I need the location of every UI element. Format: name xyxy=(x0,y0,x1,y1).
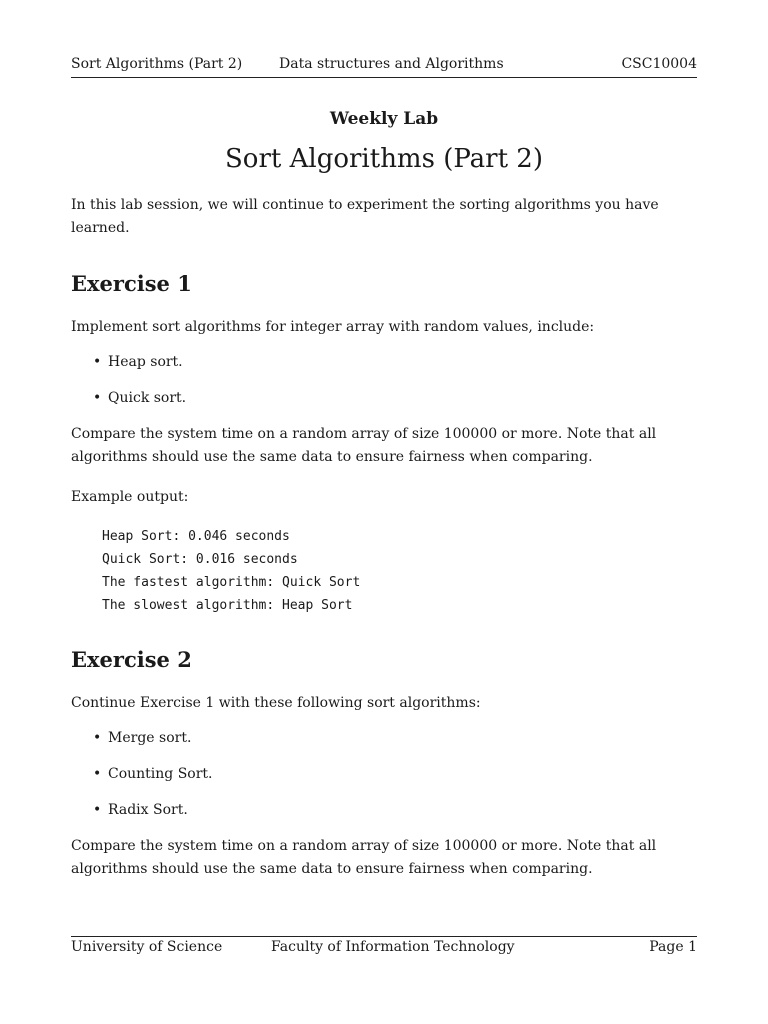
example-output-code xyxy=(102,525,697,617)
code-line: The fastest algorithm: Quick Sort xyxy=(102,575,361,590)
list-item-text: Quick sort. xyxy=(108,390,187,406)
code-line: Quick Sort: 0.016 seconds xyxy=(102,552,298,567)
exercise-1-heading: Exercise 1 xyxy=(71,271,192,296)
document-title: Sort Algorithms (Part 2) xyxy=(225,144,543,174)
exercise-2-description: Continue Exercise 1 with these following sort algorithms: xyxy=(71,695,481,711)
footer-university: University of Science xyxy=(71,939,223,955)
list-item-text: Counting Sort. xyxy=(108,766,213,782)
exercise-2-list xyxy=(71,727,697,822)
bullet-icon: • xyxy=(93,802,102,818)
exercise-2-heading: Exercise 2 xyxy=(71,647,192,672)
bullet-icon: • xyxy=(93,730,102,746)
exercise-1-comparison: Compare the system time on a random array of size 100000 or more. Note that all algorithms should use the same data to ensure fairness when comparing. xyxy=(71,426,657,465)
document-body xyxy=(71,104,697,881)
footer-page-number: Page 1 xyxy=(649,939,697,955)
header-course-topic: Sort Algorithms (Part 2) xyxy=(71,56,243,72)
list-item xyxy=(71,351,697,374)
code-line: The slowest algorithm: Heap Sort xyxy=(102,598,353,613)
list-item-text: Radix Sort. xyxy=(108,802,188,818)
list-item xyxy=(71,763,697,786)
code-line: Heap Sort: 0.046 seconds xyxy=(102,529,290,544)
header-divider xyxy=(71,77,697,78)
example-output-label: Example output: xyxy=(71,489,189,505)
header-course-name: Data structures and Algorithms xyxy=(279,56,504,72)
bullet-icon: • xyxy=(93,766,102,782)
exercise-2-comparison: Compare the system time on a random array of size 100000 or more. Note that all algorithms should use the same data to ensure fairness when comparing. xyxy=(71,838,657,877)
exercise-1-list xyxy=(71,351,697,410)
bullet-icon: • xyxy=(93,354,102,370)
list-item xyxy=(71,387,697,410)
list-item xyxy=(71,799,697,822)
footer-faculty: Faculty of Information Technology xyxy=(271,939,515,955)
page-header xyxy=(71,56,697,72)
footer-divider xyxy=(71,936,697,937)
header-course-code: CSC10004 xyxy=(621,56,697,72)
bullet-icon: • xyxy=(93,390,102,406)
document-subtitle: Weekly Lab xyxy=(329,109,439,129)
list-item-text: Merge sort. xyxy=(108,730,192,746)
page-footer xyxy=(71,939,697,955)
exercise-1-description: Implement sort algorithms for integer array with random values, include: xyxy=(71,319,595,335)
intro-paragraph: In this lab session, we will continue to experiment the sorting algorithms you have learned. xyxy=(71,197,659,236)
list-item xyxy=(71,727,697,750)
list-item-text: Heap sort. xyxy=(108,354,183,370)
